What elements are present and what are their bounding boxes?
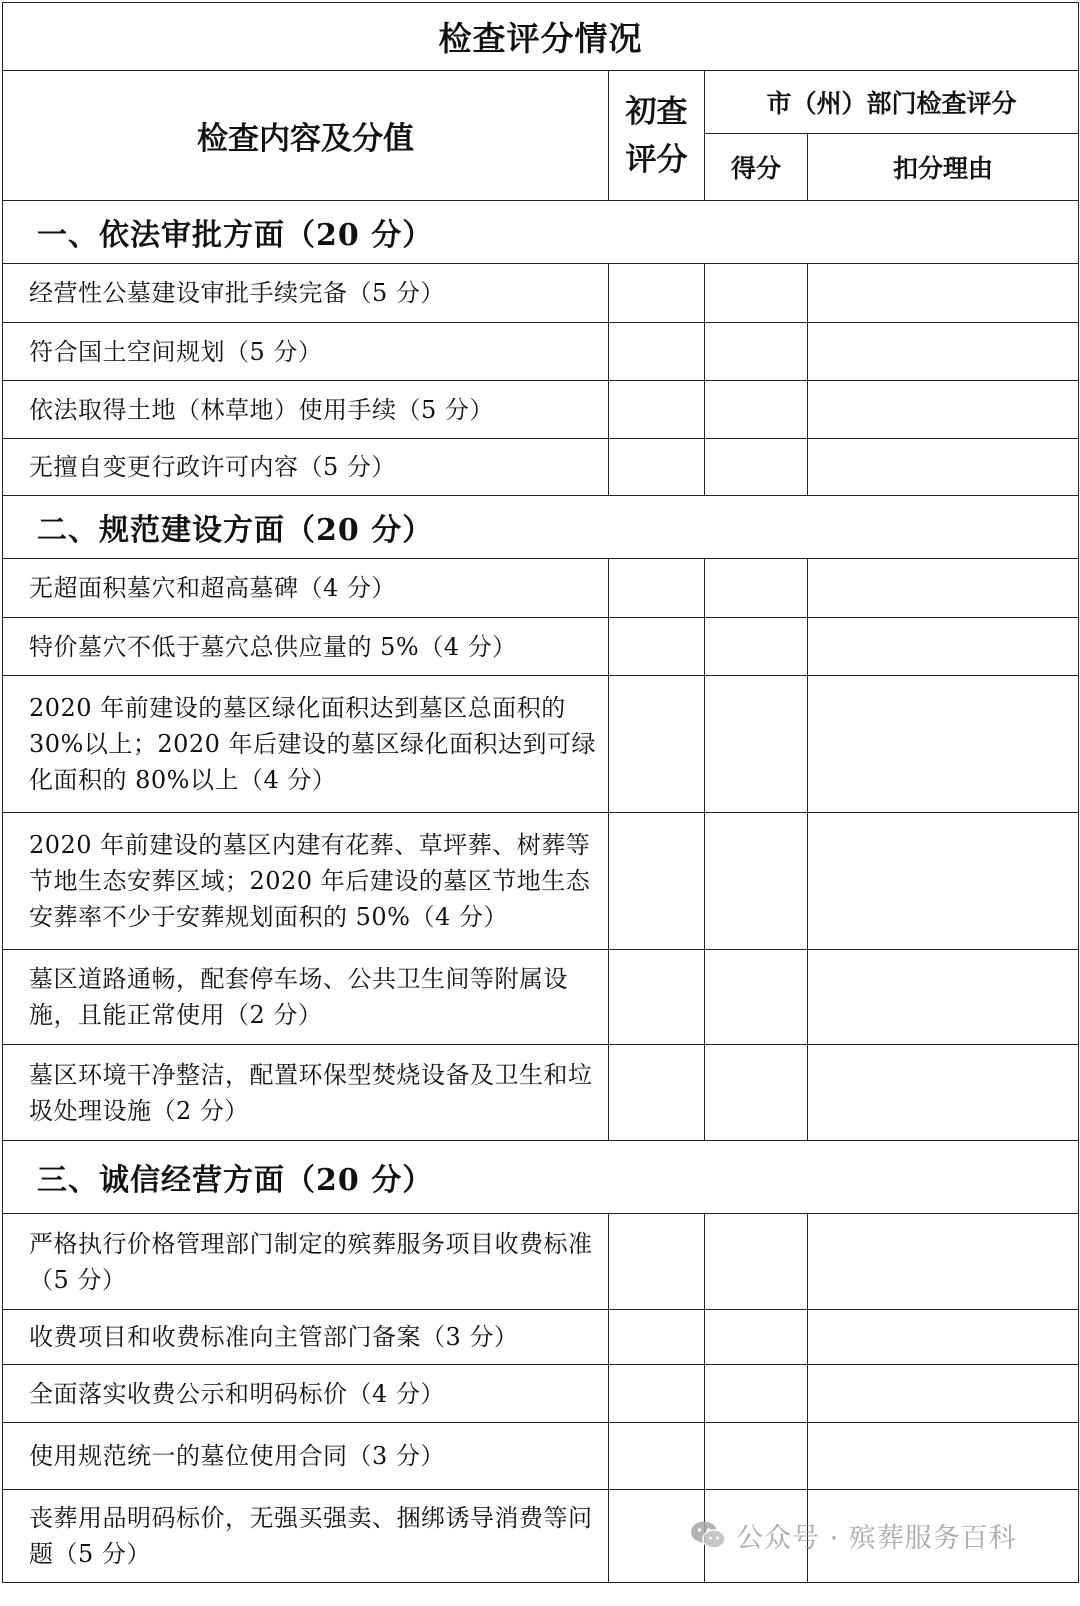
header-deduction-reason-column: 扣分理由: [808, 134, 1079, 201]
initial-score-cell[interactable]: [609, 559, 705, 618]
criterion-text: 收费项目和收费标准向主管部门备案（3 分）: [3, 1310, 609, 1365]
city-score-cell[interactable]: [705, 618, 808, 676]
table-title: 检查评分情况: [3, 3, 1079, 71]
initial-score-cell[interactable]: [609, 264, 705, 323]
deduction-reason-cell[interactable]: [808, 950, 1079, 1045]
criterion-text: 符合国土空间规划（5 分）: [3, 323, 609, 381]
city-score-cell[interactable]: [705, 813, 808, 950]
inspection-score-table: [2, 2, 1079, 1583]
deduction-reason-cell[interactable]: [808, 264, 1079, 323]
initial-score-cell[interactable]: [609, 676, 705, 813]
table-row: [3, 1310, 1079, 1365]
criterion-text: 墓区环境干净整洁，配置环保型焚烧设备及卫生和垃圾处理设施（2 分）: [3, 1045, 609, 1141]
initial-score-label-line: 评分: [625, 141, 688, 178]
section-title: 二、规范建设方面（20 分）: [3, 496, 1079, 559]
deduction-reason-cell[interactable]: [808, 1365, 1079, 1423]
table-row: [3, 1365, 1079, 1423]
header-initial-score-column: [609, 71, 705, 201]
criterion-text: 全面落实收费公示和明码标价（4 分）: [3, 1365, 609, 1423]
header-content-column: 检查内容及分值: [3, 71, 609, 201]
city-score-cell[interactable]: [705, 381, 808, 439]
section-row: [3, 496, 1079, 559]
initial-score-cell[interactable]: [609, 950, 705, 1045]
city-score-cell[interactable]: [705, 950, 808, 1045]
section-row: [3, 1141, 1079, 1214]
table-row: [3, 1214, 1079, 1310]
city-score-cell[interactable]: [705, 323, 808, 381]
criterion-text: 2020 年前建设的墓区绿化面积达到墓区总面积的 30%以上；2020 年后建设的墓区绿化面积达到可绿化面积的 80%以上（4 分）: [3, 676, 609, 813]
deduction-reason-cell[interactable]: [808, 618, 1079, 676]
criterion-text: 使用规范统一的墓位使用合同（3 分）: [3, 1423, 609, 1490]
deduction-reason-cell[interactable]: [808, 676, 1079, 813]
deduction-reason-cell[interactable]: [808, 813, 1079, 950]
table-row: [3, 381, 1079, 439]
city-score-cell[interactable]: [705, 1214, 808, 1310]
table-row: [3, 618, 1079, 676]
initial-score-label-line: 初查: [625, 93, 688, 130]
deduction-reason-cell[interactable]: [808, 323, 1079, 381]
watermark-text: 公众号 · 殡葬服务百科: [736, 1522, 1017, 1554]
criterion-text: 无擅自变更行政许可内容（5 分）: [3, 439, 609, 496]
initial-score-cell[interactable]: [609, 618, 705, 676]
city-score-cell[interactable]: [705, 676, 808, 813]
city-score-cell[interactable]: [705, 1310, 808, 1365]
criterion-text: 墓区道路通畅，配套停车场、公共卫生间等附属设施，且能正常使用（2 分）: [3, 950, 609, 1045]
deduction-reason-cell[interactable]: [808, 1214, 1079, 1310]
city-score-cell[interactable]: [705, 439, 808, 496]
city-score-cell[interactable]: [705, 1423, 808, 1490]
criterion-text: 特价墓穴不低于墓穴总供应量的 5%（4 分）: [3, 618, 609, 676]
criterion-text: 严格执行价格管理部门制定的殡葬服务项目收费标准（5 分）: [3, 1214, 609, 1310]
table-row: [3, 1423, 1079, 1490]
section-row: [3, 201, 1079, 264]
table-row: [3, 439, 1079, 496]
deduction-reason-cell[interactable]: [808, 1045, 1079, 1141]
city-score-cell[interactable]: [705, 559, 808, 618]
deduction-reason-cell[interactable]: [808, 381, 1079, 439]
initial-score-cell[interactable]: [609, 381, 705, 439]
criterion-text: 丧葬用品明码标价，无强买强卖、捆绑诱导消费等问题（5 分）: [3, 1490, 609, 1583]
deduction-reason-cell[interactable]: [808, 1423, 1079, 1490]
initial-score-cell[interactable]: [609, 1214, 705, 1310]
deduction-reason-cell[interactable]: [808, 439, 1079, 496]
table-row: [3, 813, 1079, 950]
table-row: [3, 559, 1079, 618]
deduction-reason-cell[interactable]: [808, 1310, 1079, 1365]
initial-score-cell[interactable]: [609, 1423, 705, 1490]
watermark: [690, 1510, 1017, 1560]
table-row: [3, 264, 1079, 323]
section-title: 三、诚信经营方面（20 分）: [3, 1141, 1079, 1214]
city-score-cell[interactable]: [705, 264, 808, 323]
initial-score-cell[interactable]: [609, 323, 705, 381]
initial-score-cell[interactable]: [609, 1310, 705, 1365]
initial-score-cell[interactable]: [609, 439, 705, 496]
initial-score-cell[interactable]: [609, 813, 705, 950]
header-row-1: [3, 71, 1079, 134]
city-score-cell[interactable]: [705, 1045, 808, 1141]
table-row: [3, 676, 1079, 813]
header-score-column: 得分: [705, 134, 808, 201]
table-row: [3, 323, 1079, 381]
criterion-text: 2020 年前建设的墓区内建有花葬、草坪葬、树葬等节地生态安葬区域；2020 年后建设的墓区节地生态安葬率不少于安葬规划面积的 50%（4 分）: [3, 813, 609, 950]
table-row: [3, 950, 1079, 1045]
criterion-text: 经营性公墓建设审批手续完备（5 分）: [3, 264, 609, 323]
initial-score-label: [609, 88, 704, 184]
wechat-icon: [690, 1520, 726, 1550]
title-row: [3, 3, 1079, 71]
initial-score-cell[interactable]: [609, 1045, 705, 1141]
table-row: [3, 1045, 1079, 1141]
section-title: 一、依法审批方面（20 分）: [3, 201, 1079, 264]
criterion-text: 依法取得土地（林草地）使用手续（5 分）: [3, 381, 609, 439]
header-city-department-group: 市（州）部门检查评分: [705, 71, 1079, 134]
initial-score-cell[interactable]: [609, 1365, 705, 1423]
criterion-text: 无超面积墓穴和超高墓碑（4 分）: [3, 559, 609, 618]
city-score-cell[interactable]: [705, 1365, 808, 1423]
deduction-reason-cell[interactable]: [808, 559, 1079, 618]
